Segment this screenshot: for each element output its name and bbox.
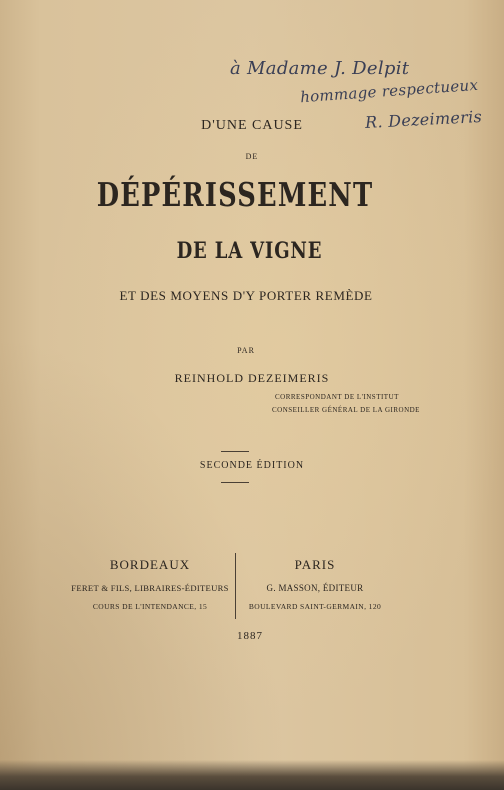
title-line-2: DE [245,152,259,161]
table-surface [0,760,504,790]
divider-bottom [221,482,249,483]
inscription-line-2: hommage respectueux [299,75,479,107]
imprint-year: 1887 [237,630,263,642]
inscription-line-1: à Madame J. Delpit [230,58,410,79]
edition: SECONDE ÉDITION [199,460,305,471]
author-by: PAR [237,346,255,355]
imprint-right-city: PARIS [294,557,336,572]
divider-top [221,451,249,452]
author-role-2: CONSEILLER GÉNÉRAL DE LA GIRONDE [272,406,420,414]
imprint-right-address: BOULEVARD SAINT-GERMAIN, 120 [248,602,382,611]
title-subtitle: ET DES MOYENS D'Y PORTER REMÈDE [119,288,373,303]
imprint-right-publisher: G. MASSON, ÉDITEUR [266,583,364,593]
imprint-left-city: BORDEAUX [109,557,191,572]
author-role-1: CORRESPONDANT DE L'INSTITUT [275,393,399,401]
imprint-separator [235,553,236,619]
title-line-4: DE LA VIGNE [176,238,323,264]
imprint-left-address: COURS DE L'INTENDANCE, 15 [92,602,208,611]
imprint-left-publisher: FERET & FILS, LIBRAIRES-ÉDITEURS [71,583,229,593]
author-name: REINHOLD DEZEIMERIS [174,371,330,385]
inscription-signature: R. Dezeimeris [364,106,483,133]
title-line-1: D'UNE CAUSE [201,118,303,133]
title-main: DÉPÉRISSEMENT [96,175,374,214]
